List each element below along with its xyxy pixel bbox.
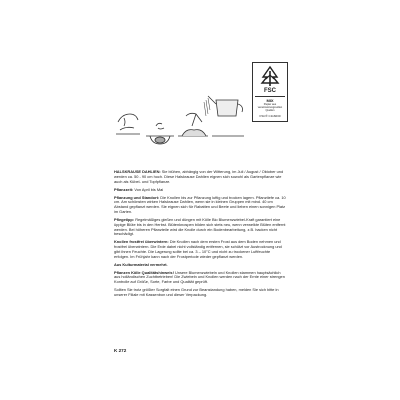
tuber-in-soil-icon [146, 123, 174, 144]
fsc-label: FSC [264, 88, 276, 94]
paragraph-quality-notice: Pflanzen Kölle Qualitätshinweis! Unsere Blumenzwiebeln und Knollen stammen hauptsächlich aus holländischen Zuchtbetrieben! Die Zwiebeln und Knollen werden nach der Ernte einer strengen Kontrolle auf Größe, Sorte, Farbe und Qualität geprüft. [114, 269, 285, 285]
packaging-back-panel [110, 48, 290, 360]
fsc-certification-mark [252, 62, 288, 122]
paragraph-complaint: Sollten Sie trotz größter Sorgfalt einen Grund zur Beanstandung haben, melden Sie sich bitte in unserer Filiale mit Kassenbon und dieser Verpackung. [114, 287, 279, 298]
paragraph-planting-time: Pflanzzeit: Von April bis Mai [114, 186, 164, 192]
fsc-tree-logo-icon [259, 65, 281, 87]
paragraph-description: HALSKRAUSE DAHLIEN: Sie blühen, abhängig von der Witterung, im Juli / August / Oktober und werden ca. 50 - 90 cm hoch. Diese Halskrause Dahlien eignen sich sowohl als Gartenpflanze wie auch als Kübel- und Topfpflanze. [114, 169, 284, 184]
paragraph-planting-location: Pflanzung und Standort: Die Knollen bis zur Pflanzung luftig und trocken lagern. Pflanztiefe ca. 10 cm. Am schönsten wirken Halskrause Dahlien, wenn sie in kleinen Gruppen mit mind. 40 cm Abstand gepflanzt werden. Sie eignen sich für Rabatten und Beete und lieben einen sonnigen Platz im Garten. [114, 194, 286, 214]
instructions-text [114, 170, 286, 301]
fsc-license-code: FSC® C116030 [259, 113, 281, 118]
paragraph-care-tip: Pflegetipp: Regelmäßiges gießen und düngen mit Kölle Bio Blumenzwiebel-Kraft garantiert eine üppige Blüte bis in den Herbst. Blütenknospen bilden sich stets neu, wenn verwelkte Blüten entfernt werden. Bei höheren Pflanzteile wird die Knolle durch ein Bodenbearbeitung, z.B. hacken nicht beschädigt. [114, 216, 286, 237]
hand-placing-tuber-icon [116, 114, 140, 134]
article-code: K 272 [114, 348, 127, 353]
covering-soil-icon [178, 113, 208, 136]
planting-steps-illustration [112, 70, 248, 150]
watering-can-icon [204, 96, 244, 136]
paragraph-overwintering: Knollen frostfrei überwintern: Die Knollen nach dem ersten Frost aus dem Boden nehmen und frostfrei überwintern. Die Erde dabei nicht vollständig entfernen, sie schützt vor Austrocknung und gibt ihnen Feuchte. Die Lagerung sollte bei ca. 3 – 10°C und nicht zu trockener Luftfeuchte erfolgen. Im Frühjahr kann nach der Frostperiode wieder gepflanzt werden. [114, 239, 282, 259]
fsc-mix-label: MIX [266, 98, 274, 103]
fsc-mix-description: Papier aus verantwortungsvollen Quellen [257, 103, 283, 113]
paragraph-propagation: Aus Kulturmaterial vermehrt. [114, 261, 168, 267]
